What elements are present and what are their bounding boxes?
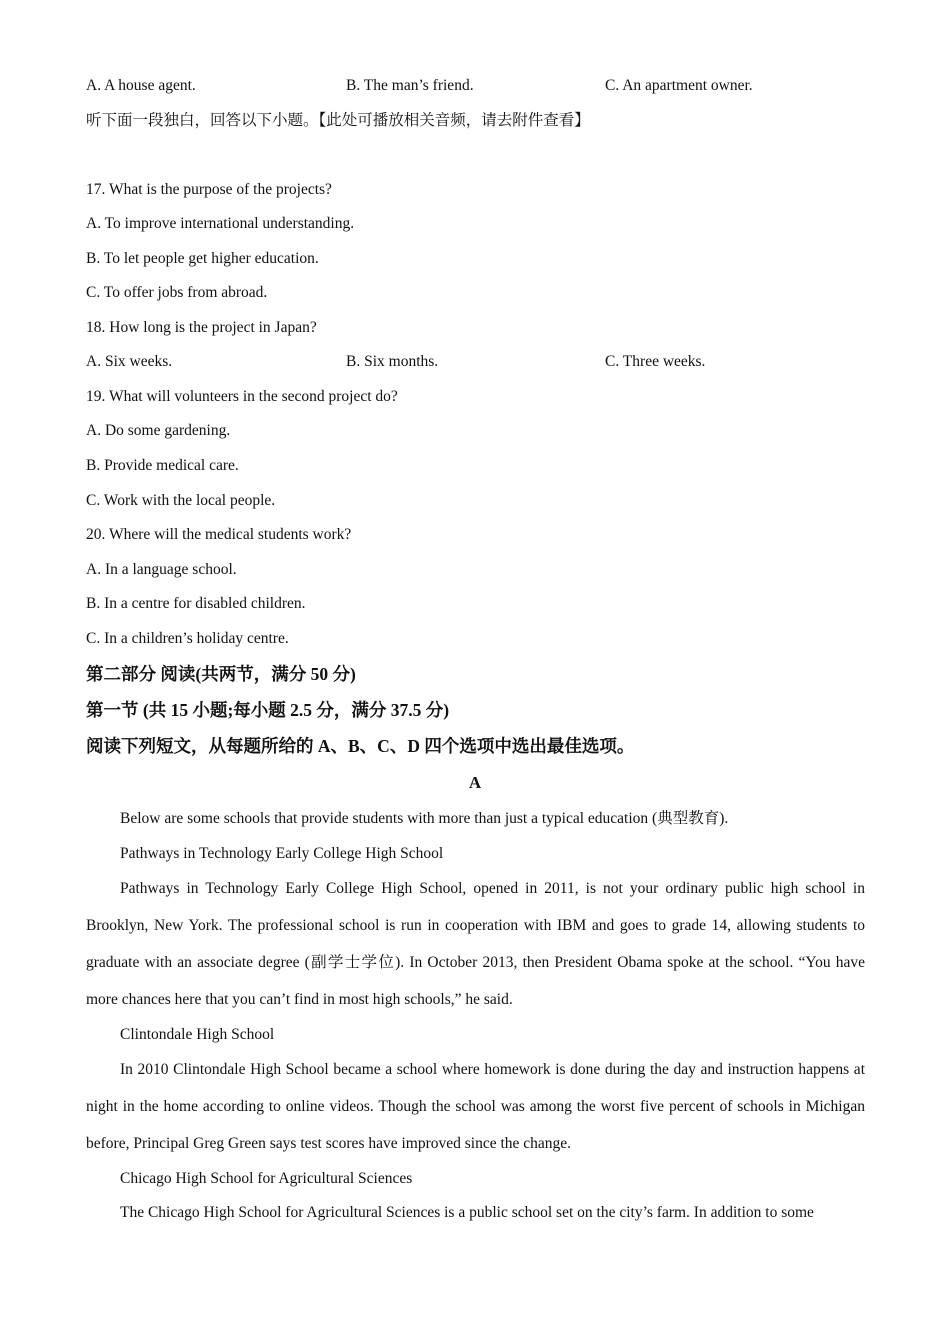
q20-option-b: B. In a centre for disabled children.: [86, 595, 306, 612]
school1-name: Pathways in Technology Early College High School: [120, 845, 444, 862]
q16-option-c: C. An apartment owner.: [605, 77, 753, 94]
q19-question: 19. What will volunteers in the second project do?: [86, 388, 398, 405]
q19-option-c: C. Work with the local people.: [86, 492, 276, 509]
q20-question: 20. Where will the medical students work?: [86, 526, 352, 543]
section1-title: 第一节 (共 15 小题;每小题 2.5 分，满分 37.5 分): [86, 700, 450, 720]
q20-option-c: C. In a children’s holiday centre.: [86, 630, 289, 647]
q18-option-a: A. Six weeks.: [86, 353, 173, 370]
passage-intro: Below are some schools that provide students with more than just a typical education (典型教育).: [120, 810, 729, 827]
q17-option-b: B. To let people get higher education.: [86, 250, 319, 267]
school2-name: Clintondale High School: [120, 1026, 275, 1043]
q17-option-a: A. To improve international understanding.: [86, 215, 355, 232]
passage-label: A: [468, 773, 482, 792]
q16-option-b: B. The man’s friend.: [346, 77, 474, 94]
school2-text: In 2010 Clintondale High School became a school where homework is done during the day and instruction happens at night in the home according to online videos. Though the school was among the worst five percent of schools in Michigan before, Principal Greg Green says test scores have improved since the change.: [86, 1061, 865, 1152]
q17-option-c: C. To offer jobs from abroad.: [86, 284, 268, 301]
reading-instruction: 阅读下列短文，从每题所给的 A、B、C、D 四个选项中选出最佳选项。: [86, 736, 635, 756]
q17-question: 17. What is the purpose of the projects?: [86, 181, 332, 198]
q16-option-a: A. A house agent.: [86, 77, 196, 94]
q20-option-a: A. In a language school.: [86, 561, 237, 578]
q18-option-b: B. Six months.: [346, 353, 439, 370]
school1-text: Pathways in Technology Early College High School, opened in 2011, is not your ordinary public high school in Brooklyn, New York. The professional school is run in cooperation with IBM and goes to grade 14, allowing students to graduate with an associate degree (副学士学位). In October 2013, then President Obama spoke at the school. “You have more chances here that you can’t find in most high schools,” he said.: [86, 880, 865, 1008]
q18-option-c: C. Three weeks.: [605, 353, 706, 370]
q18-question: 18. How long is the project in Japan?: [86, 319, 317, 336]
q19-option-b: B. Provide medical care.: [86, 457, 239, 474]
school3-name: Chicago High School for Agricultural Sciences: [120, 1170, 413, 1187]
part2-title: 第二部分 阅读(共两节，满分 50 分): [86, 664, 356, 684]
monologue-instruction: 听下面一段独白，回答以下小题。【此处可播放相关音频，请去附件查看】: [86, 112, 590, 129]
school3-text: The Chicago High School for Agricultural Sciences is a public school set on the city’s farm. In addition to some: [120, 1204, 814, 1221]
q19-option-a: A. Do some gardening.: [86, 422, 231, 439]
